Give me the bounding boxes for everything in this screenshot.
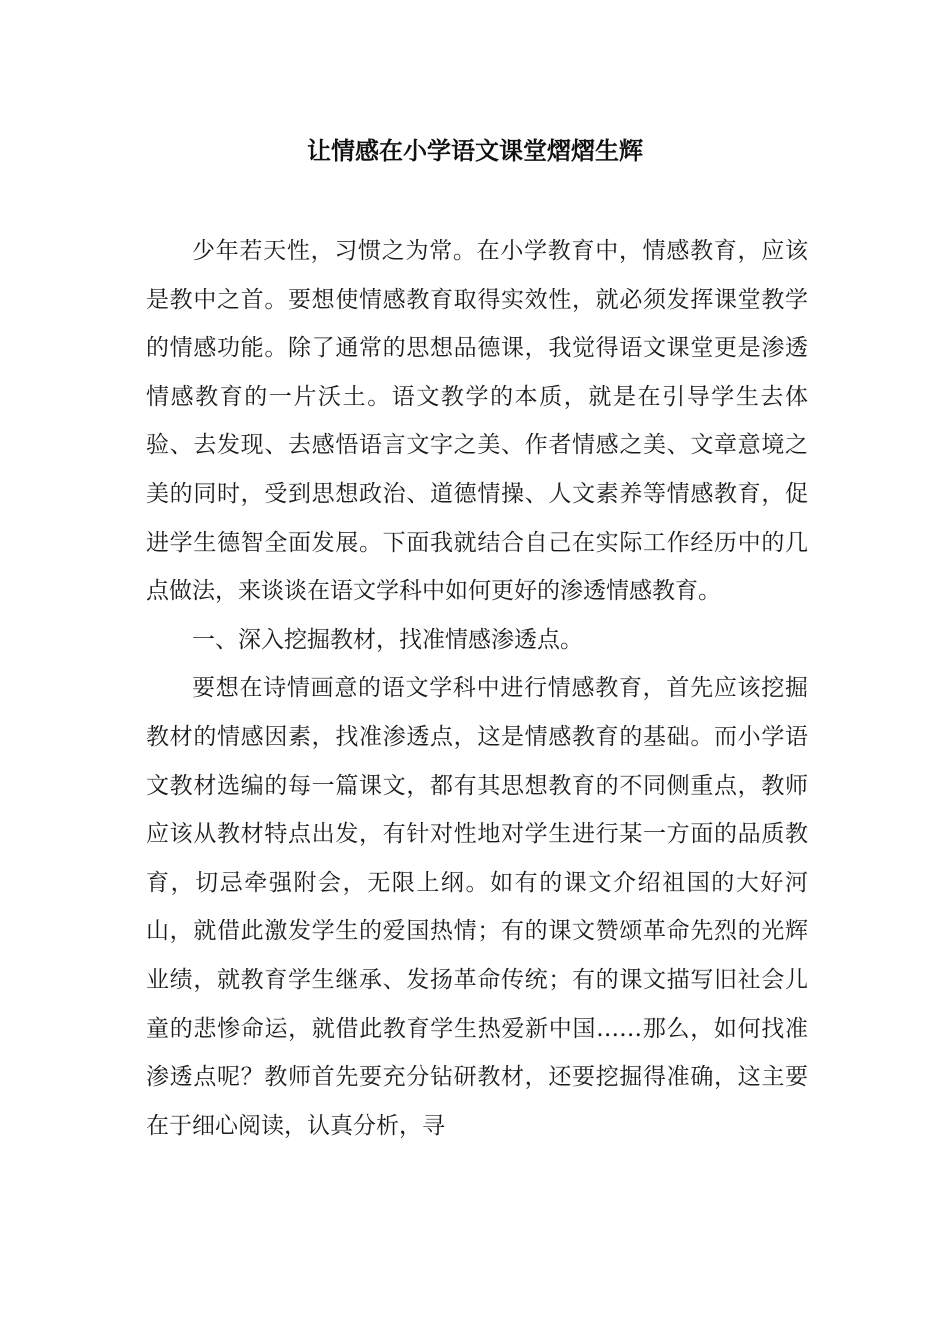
- paragraph-section-1: 要想在诗情画意的语文学科中进行情感教育，首先应该挖掘教材的情感因素，找准渗透点，这是情感教育的基础。而小学语文教材选编的每一篇课文，都有其思想教育的不同侧重点，教师应该从教材特点出发，有针对性地对学生进行某一方面的品质教育，切忌牵强附会，无限上纲。如有的课文介绍祖国的大好河山，就借此激发学生的爱国热情；有的课文赞颂革命先烈的光辉业绩，就教育学生继承、发扬革命传统；有的课文描写旧社会儿童的悲惨命运，就借此教育学生热爱新中国……那么，如何找准渗透点呢？教师首先要充分钻研教材，还要挖掘得准确，这主要在于细心阅读，认真分析，寻: [146, 675, 808, 1139]
- document-title: 让情感在小学语文课堂熠熠生辉: [307, 136, 643, 165]
- document-body: [146, 227, 808, 1150]
- section-heading-1: 一、深入挖掘教材，找准情感渗透点。: [192, 626, 583, 653]
- paragraph-intro: 少年若天性，习惯之为常。在小学教育中，情感教育，应该是教中之首。要想使情感教育取得实效性，就必须发挥课堂教学的情感功能。除了通常的思想品德课，我觉得语文课堂更是渗透情感教育的一片沃土。语文教学的本质，就是在引导学生去体验、去发现、去感悟语言文字之美、作者情感之美、文章意境之美的同时，受到思想政治、道德情操、人文素养等情感教育，促进学生德智全面发展。下面我就结合自己在实际工作经历中的几点做法，来谈谈在语文学科中如何更好的渗透情感教育。: [146, 238, 808, 605]
